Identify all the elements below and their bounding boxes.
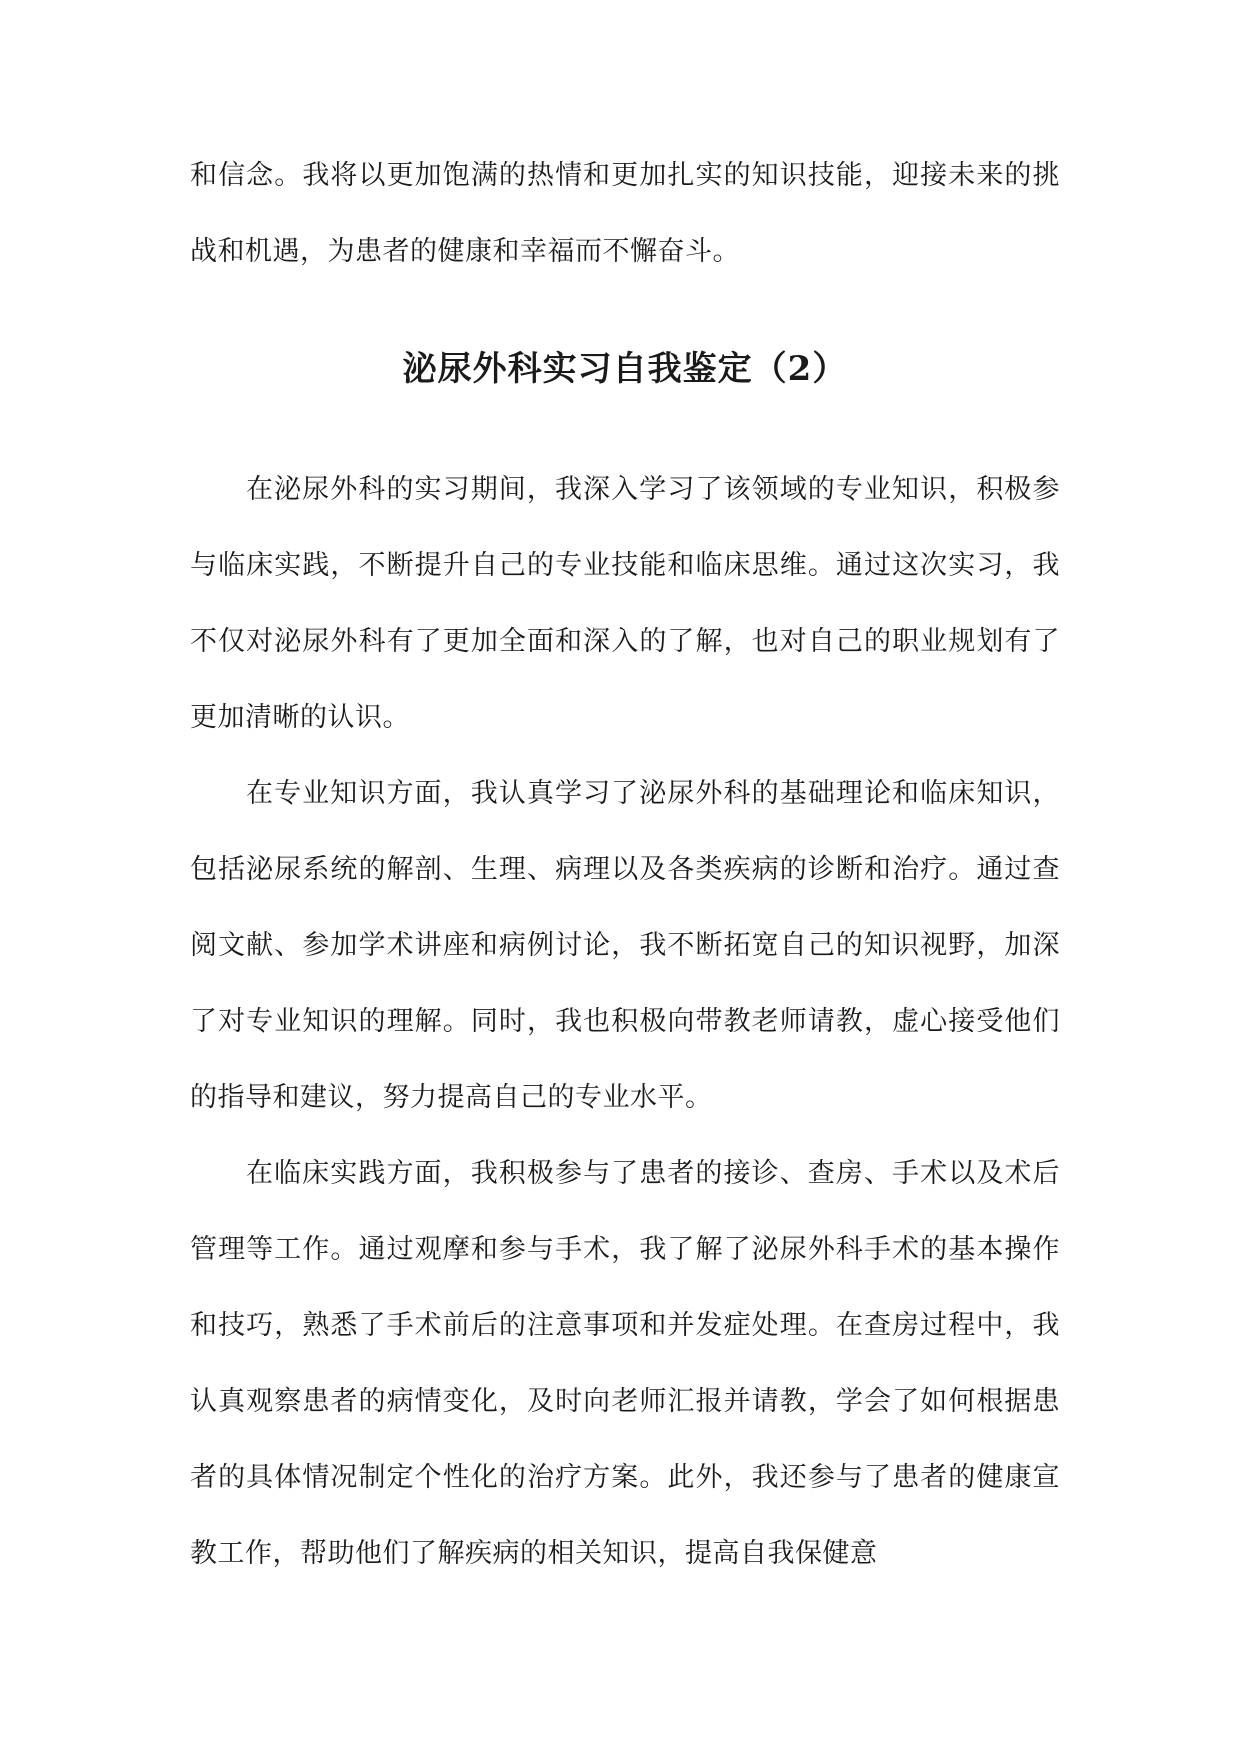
document-body (190, 138, 1060, 1592)
paragraph-knowledge: 在专业知识方面，我认真学习了泌尿外科的基础理论和临床知识，包括泌尿系统的解剖、生理、病理以及各类疾病的诊断和治疗。通过查阅文献、参加学术讲座和病例讨论，我不断拓宽自己的知识视野，加深了对专业知识的理解。同时，我也积极向带教老师请教，虚心接受他们的指导和建议，努力提高自己的专业水平。 (190, 778, 1060, 1113)
section-title: 泌尿外科实习自我鉴定（2） (402, 349, 848, 389)
continued-paragraph: 和信念。我将以更加饱满的热情和更加扎实的知识技能，迎接未来的挑战和机遇，为患者的健康和幸福而不懈奋斗。 (190, 160, 1060, 267)
paragraph-intro: 在泌尿外科的实习期间，我深入学习了该领域的专业知识，积极参与临床实践，不断提升自己的专业技能和临床思维。通过这次实习，我不仅对泌尿外科有了更加全面和深入的了解，也对自己的职业规划有了更加清晰的认识。 (190, 474, 1060, 733)
paragraph-practice: 在临床实践方面，我积极参与了患者的接诊、查房、手术以及术后管理等工作。通过观摩和参与手术，我了解了泌尿外科手术的基本操作和技巧，熟悉了手术前后的注意事项和并发症处理。在查房过程中，我认真观察患者的病情变化，及时向老师汇报并请教，学会了如何根据患者的具体情况制定个性化的治疗方案。此外，我还参与了患者的健康宣教工作，帮助他们了解疾病的相关知识，提高自我保健意 (190, 1158, 1060, 1569)
